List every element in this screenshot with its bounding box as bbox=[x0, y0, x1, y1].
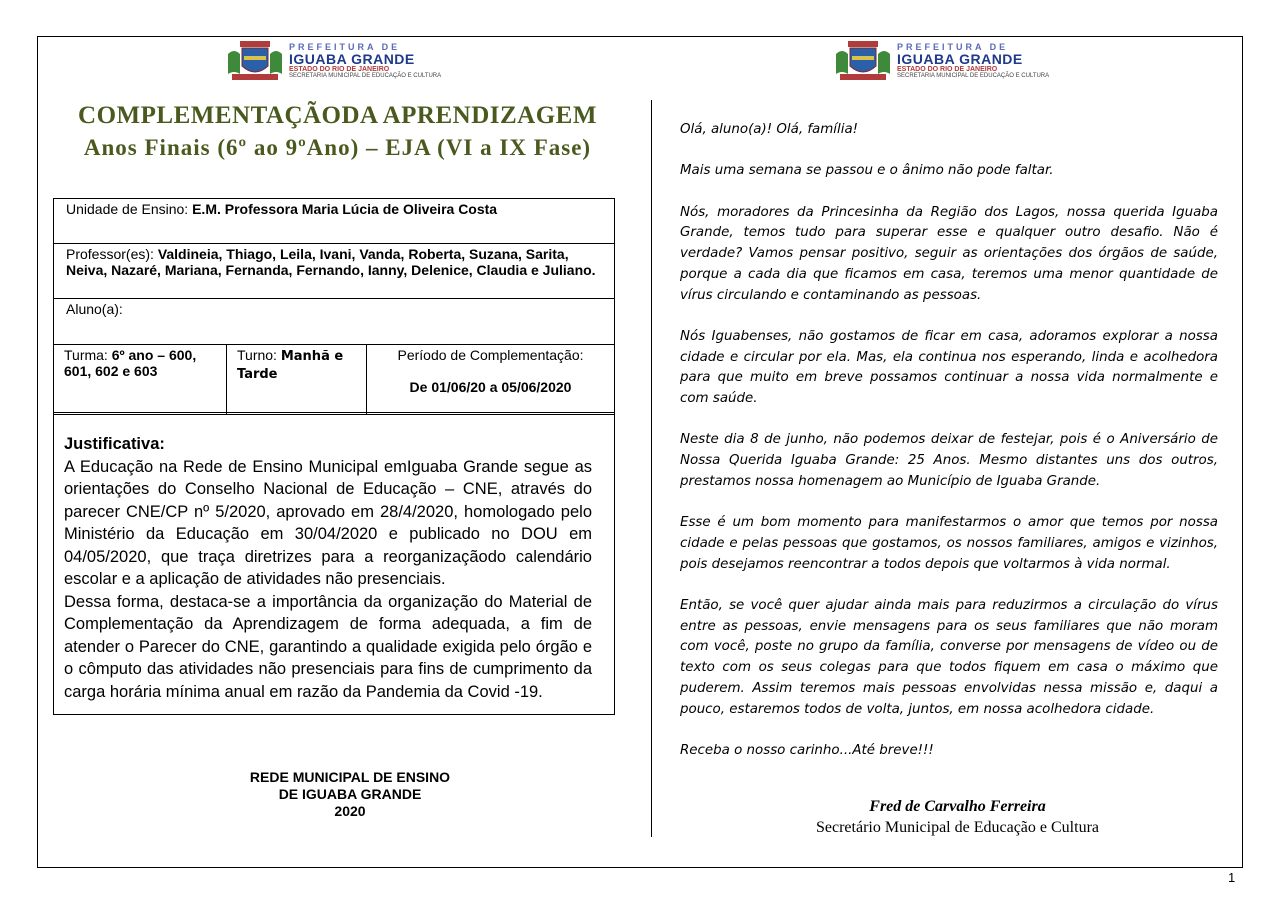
letter-paragraph: Mais uma semana se passou e o ânimo não pode faltar. bbox=[680, 163, 1054, 179]
document-title bbox=[55, 100, 620, 163]
letter-paragraph: Nós, moradores da Princesinha da Região dos Lagos, nossa querida Iguaba Grande, temos tudo para superar esse e qualquer outro desafio. Não é verdade? Vamos pensar positivo, seguir as orientações dos órgãos de saúde, porque a cada dia que ficamos em casa, teremos uma menor quantidade de vírus circulando e contaminando as pessoas. bbox=[680, 204, 1218, 303]
signature-block bbox=[780, 796, 1135, 838]
letter-greeting: Olá, aluno(a)! Olá, família! bbox=[680, 122, 859, 137]
letter-paragraph: Esse é um bom momento para manifestarmos o amor que temos por nossa cidade e pelas pessoas que gostamos, os nossos familiares, amigos e vizinhos, pois desejamos reencontrar a todos depois que voltarmos à vida normal. bbox=[680, 515, 1218, 572]
periodo-cell bbox=[367, 345, 614, 414]
coat-of-arms-icon bbox=[834, 40, 892, 82]
page-number: 1 bbox=[1228, 870, 1236, 885]
prefeitura-label: PREFEITURA DE bbox=[897, 42, 1009, 52]
secretaria-label: SECRETARIA MUNICIPAL DE EDUCAÇÃO E CULTURA bbox=[897, 73, 1050, 79]
rede-line-2: DE IGUABA GRANDE bbox=[278, 786, 422, 802]
letter-paragraph: Nós Iguabenses, não gostamos de ficar em casa, adoramos explorar a nossa cidade e circular por ela. Mas, ela continua nos esperando, linda e acolhedora para que muito em breve possamos continuar a nossa vida normalmente e com saúde. bbox=[680, 328, 1218, 407]
periodo-label: Período de Complementação: bbox=[397, 347, 584, 363]
turma-value: 6º ano – 600, 601, 602 e 603 bbox=[64, 347, 197, 379]
prefeitura-logo-right bbox=[834, 40, 1049, 82]
aluno-row[interactable] bbox=[53, 299, 615, 345]
city-name: IGUABA GRANDE bbox=[897, 51, 1023, 67]
aluno-label: Aluno(a): bbox=[66, 301, 123, 317]
unidade-value: E.M. Professora Maria Lúcia de Oliveira Costa bbox=[192, 201, 498, 217]
periodo-value: De 01/06/20 a 05/06/2020 bbox=[409, 379, 572, 395]
justificativa-box bbox=[53, 412, 615, 715]
justificativa-paragraph-1: A Educação na Rede de Ensino Municipal emIguaba Grande segue as orientações do Conselho Nacional de Educação – CNE, através do parecer CNE/CP nº 5/2020, aprovado em 28/4/2020, homologado pelo Ministério da Educação em 30/04/2020 e publicado no DOU em 04/05/2020, que traça diretrizes para a reorganizaçãodo calendário escolar e a aplicação de atividades não presenciais. bbox=[64, 457, 592, 588]
professores-row bbox=[53, 244, 615, 299]
title-line-2: Anos Finais (6º ao 9ºAno) – EJA (VI a IX Fase) bbox=[83, 135, 592, 160]
prefeitura-logo-left bbox=[226, 40, 441, 82]
turma-row bbox=[53, 345, 615, 415]
professores-value: Valdineia, Thiago, Leila, Ivani, Vanda, Roberta, Suzana, Sarita, Neiva, Nazaré, Mariana, Fernanda, Fernando, Ianny, Delenice, Claudia e Juliano. bbox=[66, 246, 596, 278]
turma-cell bbox=[54, 345, 227, 414]
unidade-row bbox=[53, 198, 615, 244]
letter-paragraph: Neste dia 8 de junho, não podemos deixar de festejar, pois é o Aniversário de Nossa Querida Iguaba Grande: 25 Anos. Mesmo distantes uns dos outros, prestamos nossa homenagem ao Município de Iguaba Grande. bbox=[680, 432, 1218, 489]
unidade-label: Unidade de Ensino: bbox=[66, 201, 193, 217]
rede-line-3: 2020 bbox=[334, 803, 366, 819]
letter-closing: Receba o nosso carinho...Até breve!!! bbox=[680, 742, 934, 758]
professores-label: Professor(es): bbox=[66, 246, 158, 262]
title-line-1: COMPLEMENTAÇÃODA APRENDIZAGEM bbox=[78, 102, 597, 129]
state-label: ESTADO DO RIO DE JANEIRO bbox=[897, 66, 998, 73]
secretaria-label: SECRETARIA MUNICIPAL DE EDUCAÇÃO E CULTURA bbox=[289, 73, 442, 79]
turno-cell bbox=[227, 345, 367, 414]
state-label: ESTADO DO RIO DE JANEIRO bbox=[289, 66, 390, 73]
justificativa-paragraph-2: Dessa forma, destaca-se a importância da organização do Material de Complementação da Aprendizagem de forma adequada, a fim de atender o Parecer do CNE, garantindo a qualidade exigida pelo órgão e o cômputo das atividades não presenciais para fins de cumprimento da carga horária mínima anual em razão da Pandemia da Covid -19. bbox=[64, 592, 592, 701]
letter-paragraph: Então, se você quer ajudar ainda mais para reduzirmos a circulação do vírus entre as pessoas, envie mensagens para os seus familiares que não moram com você, poste no grupo da família, converse por mensagens de vídeo ou de texto com os seus colegas para que todos fiquem em casa o máximo que puderem. Assim teremos mais pessoas envolvidas nessa missão e, daqui a pouco, estaremos todos de volta, juntos, em nossa acolhedora cidade. bbox=[680, 598, 1218, 717]
rede-municipal-footer bbox=[200, 769, 500, 820]
signature-role: Secretário Municipal de Educação e Cultura bbox=[816, 819, 1099, 836]
turma-label: Turma: bbox=[64, 347, 112, 363]
prefeitura-label: PREFEITURA DE bbox=[289, 42, 401, 52]
column-divider bbox=[651, 100, 652, 837]
letter-to-students bbox=[680, 120, 1218, 782]
rede-line-1: REDE MUNICIPAL DE ENSINO bbox=[249, 769, 451, 785]
city-name: IGUABA GRANDE bbox=[289, 51, 415, 67]
signature-name: Fred de Carvalho Ferreira bbox=[869, 798, 1046, 815]
justificativa-title: Justificativa: bbox=[64, 435, 165, 453]
turno-label: Turno: bbox=[237, 347, 281, 363]
info-table bbox=[53, 198, 615, 415]
coat-of-arms-icon bbox=[226, 40, 284, 82]
turno-value: Manhã e Tarde bbox=[237, 349, 344, 382]
